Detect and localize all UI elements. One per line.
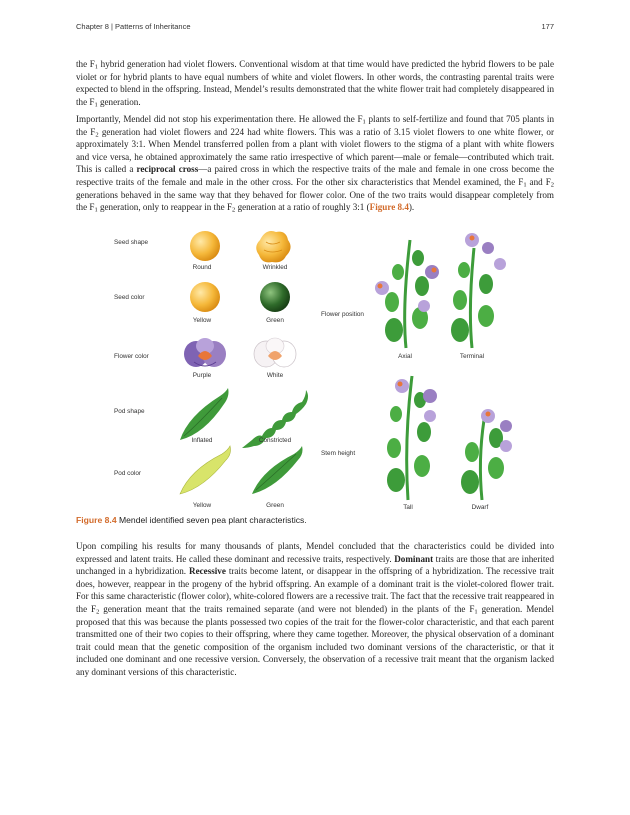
row-label-flower-color: Flower color (114, 353, 149, 360)
caption-green-pod: Green (266, 502, 284, 509)
running-header (76, 22, 554, 31)
inflated-pod-icon (180, 388, 229, 440)
term-reciprocal-cross: reciprocal cross (136, 164, 199, 175)
caption-white: White (266, 372, 284, 379)
wrinkled-seed-icon (256, 231, 290, 262)
figure-caption: Figure 8.4 Mendel identified seven pea plant characteristics. (76, 515, 307, 525)
page-number: 177 (541, 22, 554, 31)
paragraph-3: Upon compiling his results for many thousands of plants, Mendel concluded that the characteristics could be divided into expressed and latent traits. He called these dominant and recessive traits, respectively. Dominant traits are those that are inherited unchanged in a hybridization. Recessive traits become latent, or disappear in the offspring of a hybridization. The recessive trait does, however, reappear in the progeny of the hybrid offspring. An example of a dominant trait is the violet-colored flower trait. For this same characteristic (flower color), white-colored flowers are a recessive trait. The fact that the recessive trait reappeared in the $F_2$ generation meant that the traits remained separate (and were not blended) in the plants of the $F_1$ generation. Mendel proposed that this was because the plants possessed two copies of the trait for the flower-color characteristic, and that each parent transmitted one of their two copies to their offspring, where they came together. Moreover, the physical observation of a dominant trait could mean that the genetic composition of the organism included two dominant versions of the characteristic, or that it included one dominant and one recessive version. Conversely, the observation of a recessive trait meant that the organism lacked any dominant versions of this characteristic. (76, 541, 555, 677)
row-label-pod-shape: Pod shape (114, 408, 145, 415)
caption-yellow-seed: Yellow (192, 317, 212, 324)
yellow-seed-icon (190, 282, 220, 312)
caption-purple: Purple (192, 372, 212, 379)
term-recessive: Recessive (189, 566, 226, 577)
pea-traits-illustration (76, 218, 554, 516)
caption-tall: Tall (403, 504, 413, 511)
figure-link[interactable]: Figure 8.4 (369, 202, 409, 213)
white-flower-icon (254, 338, 296, 367)
green-pod-icon (252, 446, 303, 494)
row-label-seed-color: Seed color (114, 294, 145, 301)
paragraph-2: Importantly, Mendel did not stop his experimentation there. He allowed the $F_1$ plants to self-fertilize and found that 705 plants in the $F_2$ generation had violet flowers and 224 had white flowers. This was a ratio of 3.15 violet flowers to one white flower, or approximately 3:1. When Mendel transferred pollen from a plant with violet flowers to the stigma of a plant with white flowers and vice versa, he obtained approximately the same ratio irrespective of which parent—male or female—contributed which trait. This is called a reciprocal cross—a paired cross in which the respective traits of the male and female in one cross become the respective traits of the female and male in the other cross. For the other six characteristics that Mendel examined, the $F_1$ and $F_2$ generations behaved in the same way that they behaved for flower color. One of the two traits would disappear completely from the $F_1$ generation, only to reappear in the $F_2$ generation at a ratio of roughly 3:1 (Figure 8.4). (76, 114, 554, 214)
purple-flower-icon (184, 338, 226, 367)
chapter-title: Chapter 8 | Patterns of Inheritance (76, 22, 191, 31)
figure-8-4 (76, 218, 554, 516)
caption-wrinkled: Wrinkled (262, 264, 288, 271)
dwarf-plant-icon (461, 409, 512, 500)
row-label-pod-color: Pod color (114, 470, 141, 477)
figure-number: Figure 8.4 (76, 515, 117, 525)
caption-inflated: Inflated (191, 437, 213, 444)
yellow-pod-icon (180, 446, 231, 494)
caption-axial: Axial (398, 353, 412, 360)
round-seed-icon (190, 231, 220, 261)
caption-round: Round (192, 264, 212, 271)
caption-constricted: Constricted (258, 437, 292, 444)
axial-plant-icon (375, 240, 439, 348)
paragraph-1: the $F_1$ hybrid generation had violet flowers. Conventional wisdom at that time would have predicted the hybrid flowers to be pale violet or for hybrid plants to have equal numbers of white and violet flowers. In other words, the contrasting parental traits were expected to blend in the offspring. Instead, Mendel’s results demonstrated that the white flower trait had completely disappeared in the $F_1$ generation. (76, 59, 554, 109)
tall-plant-icon (387, 376, 437, 500)
caption-yellow-pod: Yellow (192, 502, 212, 509)
caption-green-seed: Green (266, 317, 284, 324)
caption-dwarf: Dwarf (471, 504, 489, 511)
terminal-plant-icon (451, 233, 506, 348)
label-stem-height: Stem height (321, 450, 356, 457)
green-seed-icon (260, 282, 290, 312)
caption-terminal: Terminal (459, 353, 485, 360)
term-dominant: Dominant (394, 553, 434, 564)
row-label-seed-shape: Seed shape (114, 239, 149, 246)
label-flower-position: Flower position (321, 311, 364, 318)
